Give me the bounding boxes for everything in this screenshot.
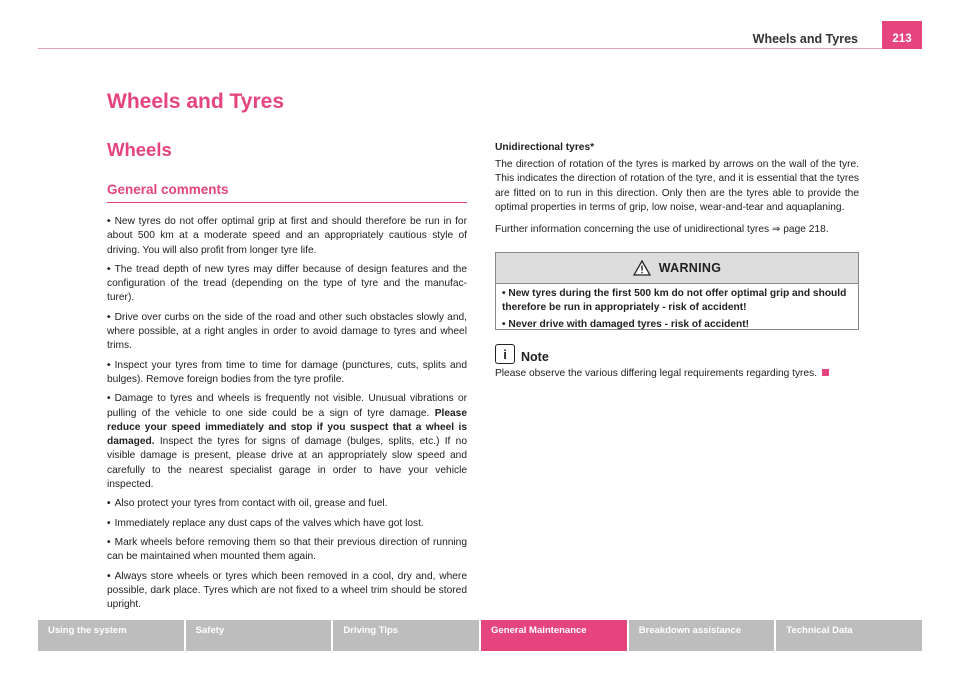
bullet-icon: • <box>502 288 509 299</box>
unidirectional-text: The direction of rotation of the tyres is marked by arrows on the wall of the tyre. This indicates the direction of rotation of the tyre, and it is essential that the tyres are fitted on to run in this direction. Only then are the tyres able to provide the optimal properties in terms of grip, low noise, wear-and-tear and aquaplaning. <box>495 159 859 213</box>
bullet-icon: • <box>107 498 111 510</box>
page-reference-link[interactable]: Further information concerning the use of unidirectional tyres ⇒ page 218. <box>495 224 829 236</box>
tab-breakdown-assistance[interactable]: Breakdown assistance <box>629 620 775 651</box>
left-column <box>107 215 467 617</box>
note-box <box>495 344 859 381</box>
list-item: • Inspect your tyres from time to time for damage (punctures, cuts, splits and bulges). Remove foreign bodies from the tyre profile. <box>107 359 467 385</box>
list-item: • New tyres do not offer optimal grip at first and should therefore be run in for about 500 km at a moderate speed and an appropriately cautious style of driving. You will also profit from longer tyre life. <box>107 216 467 256</box>
bullet-icon: • <box>107 393 111 405</box>
note-text: Please observe the various differing legal requirements regarding tyres. <box>495 367 859 381</box>
warning-title: WARNING <box>658 261 722 275</box>
section-title: Wheels <box>107 139 172 160</box>
bullet-icon: • <box>107 536 111 548</box>
bullet-icon: • <box>107 263 111 275</box>
tab-technical-data[interactable]: Technical Data <box>776 620 922 651</box>
warning-triangle-icon <box>633 260 651 276</box>
list-item-damage: • Damage to tyres and wheels is frequently not visible. Unusual vibrations or pulling of the vehicle to one side could be a sign of tyre damage. Please reduce your speed immediately and stop if you suspect that a wheel is damaged. Inspect the tyres for signs of damage (bulges, splits, etc.) If no visible damage is present, please drive at an appropriately slow speed and carefully to the nearest specialist garage in order to have your vehicle inspected. <box>107 393 467 491</box>
damage-emphasis: Please reduce your speed immediately and stop if you suspect that a wheel is damaged. <box>107 407 467 448</box>
bullet-icon: • <box>107 311 111 323</box>
warning-item: • New tyres during the first 500 km do not offer optimal grip and should therefore be run in appropriately - risk of accident! <box>502 288 847 313</box>
list-item: • Mark wheels before removing them so that their previous direction of running can be maintained when mounted them again. <box>107 536 467 563</box>
list-item: • Immediately replace any dust caps of the valves which have got lost. <box>107 517 424 529</box>
warning-item: • Never drive with damaged tyres - risk of accident! <box>502 319 750 330</box>
note-icon: i <box>495 344 515 364</box>
bullet-icon: • <box>107 216 111 227</box>
warning-body <box>496 284 858 339</box>
page-number: 213 <box>882 21 922 49</box>
running-header: Wheels and Tyres <box>752 32 858 46</box>
tab-general-maintenance[interactable]: General Maintenance <box>481 620 627 651</box>
warning-box <box>495 252 859 330</box>
end-of-section-icon <box>822 369 829 376</box>
note-header <box>495 344 859 364</box>
chapter-title: Wheels and Tyres <box>107 90 285 113</box>
tab-driving-tips[interactable]: Driving Tips <box>333 620 479 651</box>
note-title: Note <box>521 350 549 364</box>
list-item: • Also protect your tyres from contact with oil, grease and fuel. <box>107 498 388 510</box>
bullet-icon: • <box>107 359 111 371</box>
bullet-icon: • <box>502 319 509 330</box>
header-rule <box>38 48 882 49</box>
unidirectional-title: Unidirectional tyres* <box>495 142 595 153</box>
footer-nav <box>38 620 922 651</box>
bullet-icon: • <box>107 570 111 582</box>
subsection-rule <box>107 202 467 203</box>
list-item: • Always store wheels or tyres which been removed in a cool, dry and, where possible, dark place. Tyres which are not fixed to a wheel trim should be stored upright. <box>107 570 467 611</box>
list-item: • The tread depth of new tyres may differ because of design features and the configuration of the tread (depending on the type of tyre and the manufac-turer). <box>107 263 467 304</box>
subsection-title: General comments <box>107 182 229 197</box>
right-column <box>495 141 859 245</box>
list-item: • Drive over curbs on the side of the road and other such obstacles slowly and, where possible, at a right angles in order to avoid damage to tyres and wheel trims. <box>107 311 467 352</box>
tab-using-the-system[interactable]: Using the system <box>38 620 184 651</box>
tab-safety[interactable]: Safety <box>186 620 332 651</box>
warning-header <box>496 253 858 284</box>
bullet-icon: • <box>107 517 111 529</box>
